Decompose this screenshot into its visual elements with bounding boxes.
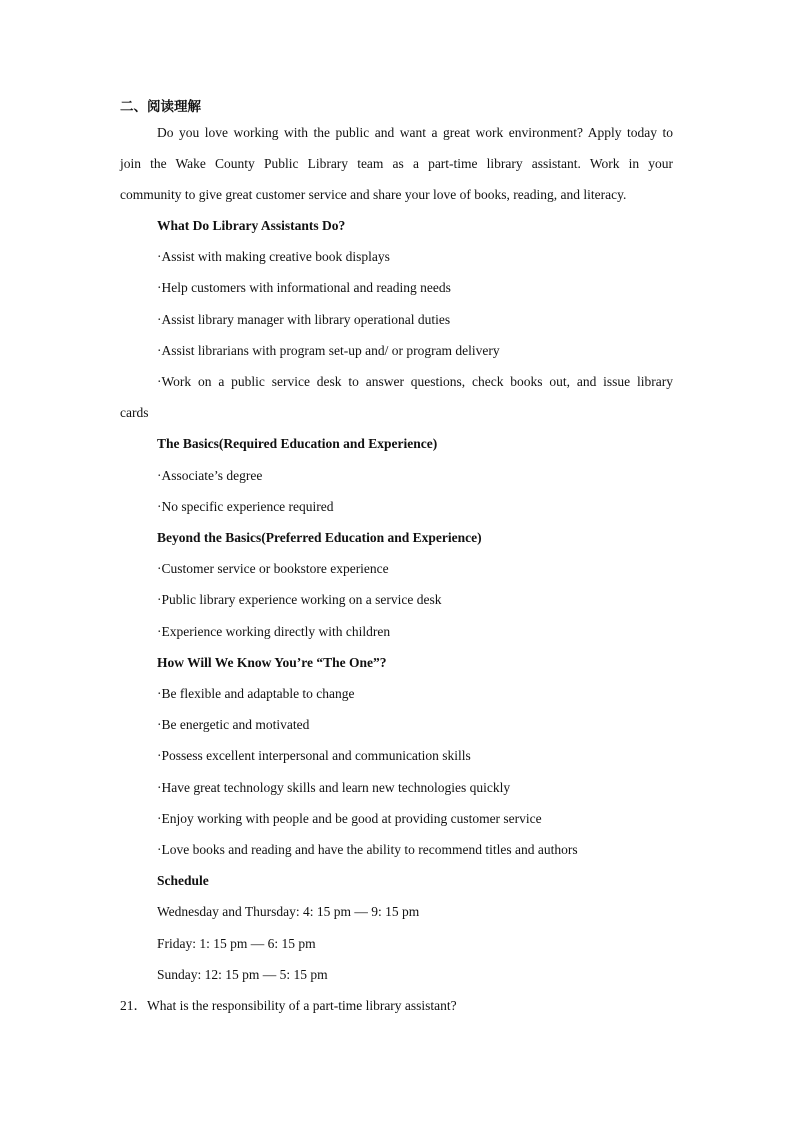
intro-line-1: Do you love working with the public and want a great work environment? Apply today to <box>157 125 673 140</box>
list-item: ·Work on a public service desk to answer questions, check books out, and issue library <box>157 374 673 389</box>
list-item: ·Possess excellent interpersonal and communication skills <box>157 748 471 763</box>
list-item-continuation: cards <box>120 405 149 420</box>
section-title: 二、阅读理解 <box>120 99 201 114</box>
intro-line-3: community to give great customer service and share your love of books, reading, and literacy. <box>120 187 627 202</box>
schedule-item: Sunday: 12: 15 pm — 5: 15 pm <box>157 967 328 982</box>
list-item: ·Have great technology skills and learn new technologies quickly <box>157 780 511 795</box>
heading-beyond: Beyond the Basics(Preferred Education and Experience) <box>157 530 482 545</box>
schedule-item: Wednesday and Thursday: 4: 15 pm — 9: 15 pm <box>157 904 420 919</box>
list-item: ·Be flexible and adaptable to change <box>157 686 355 701</box>
question-21: 21．What is the responsibility of a part-time library assistant? <box>120 998 457 1013</box>
heading-basics: The Basics(Required Education and Experience) <box>157 436 438 451</box>
list-item: ·Assist with making creative book displays <box>157 249 390 264</box>
list-item: ·Public library experience working on a service desk <box>157 592 442 607</box>
schedule-item: Friday: 1: 15 pm — 6: 15 pm <box>157 936 316 951</box>
heading-schedule: Schedule <box>157 873 209 888</box>
list-item: ·Be energetic and motivated <box>157 717 310 732</box>
heading-the-one: How Will We Know You’re “The One”? <box>157 655 387 670</box>
list-item: ·Experience working directly with children <box>157 624 391 639</box>
list-item: ·Help customers with informational and reading needs <box>157 280 451 295</box>
list-item: ·Assist library manager with library operational duties <box>157 312 451 327</box>
list-item: ·No specific experience required <box>157 499 334 514</box>
list-item: ·Associate’s degree <box>157 468 263 483</box>
heading-what-do: What Do Library Assistants Do? <box>157 218 346 233</box>
intro-line-2: join the Wake County Public Library team as a part-time library assistant. Work in your <box>120 156 673 171</box>
list-item: ·Customer service or bookstore experience <box>157 561 389 576</box>
list-item: ·Assist librarians with program set-up and/ or program delivery <box>157 343 500 358</box>
list-item: ·Love books and reading and have the ability to recommend titles and authors <box>157 842 578 857</box>
list-item: ·Enjoy working with people and be good at providing customer service <box>157 811 542 826</box>
